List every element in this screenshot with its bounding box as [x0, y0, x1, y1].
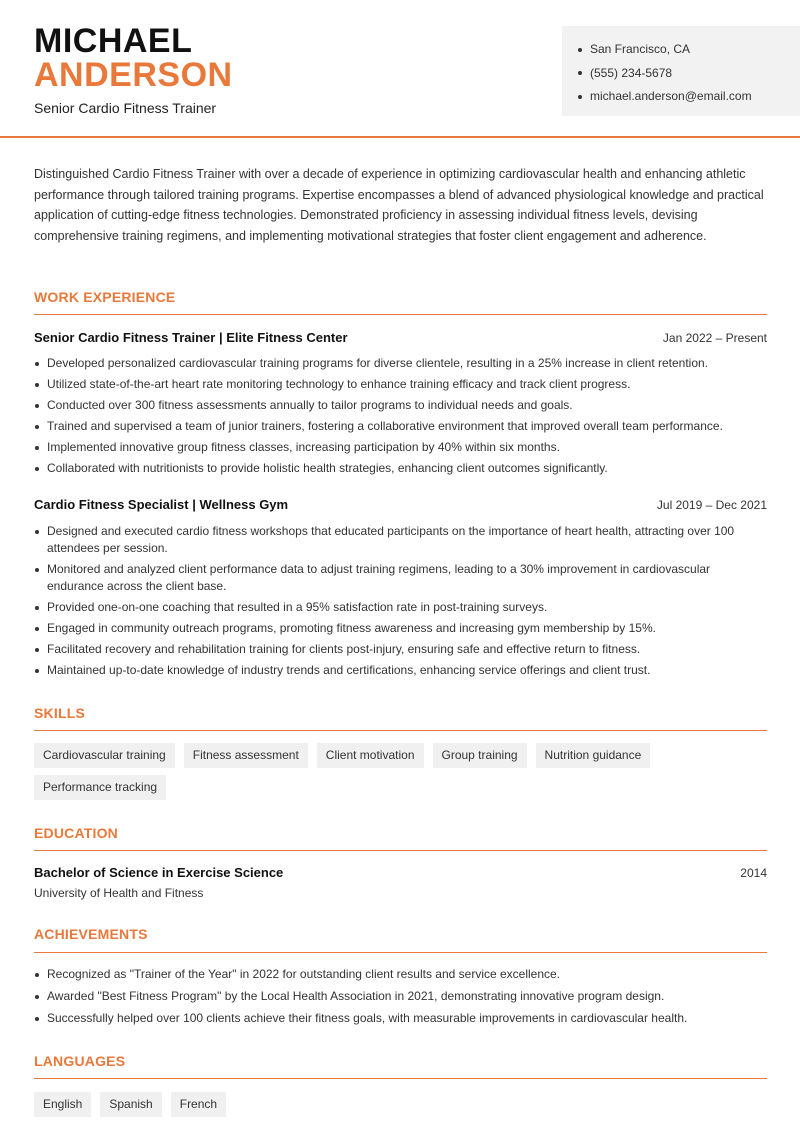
list-item: Maintained up-to-date knowledge of industry trends and certifications, enhancing service offerings and client trust. [34, 662, 767, 679]
list-item: Trained and supervised a team of junior trainers, fostering a collaborative environment that improved overall team performance. [34, 418, 767, 435]
job-bullets [34, 355, 767, 477]
list-item: Successfully helped over 100 clients achieve their fitness goals, with measurable improvements in cardiovascular health. [34, 1010, 767, 1027]
section-divider [34, 952, 767, 953]
contact-box [562, 26, 800, 116]
job-title: Senior Cardio Fitness Trainer [34, 100, 217, 116]
skill-chip: Client motivation [317, 743, 424, 768]
list-item: Recognized as "Trainer of the Year" in 2022 for outstanding client results and service excellence. [34, 966, 767, 983]
list-item: Conducted over 300 fitness assessments annually to tailor programs to individual needs and goals. [34, 397, 767, 414]
job-dates: Jan 2022 – Present [662, 331, 767, 345]
contact-location [578, 38, 800, 62]
list-item: Developed personalized cardiovascular training programs for diverse clientele, resulting in a 25% increase in client retention. [34, 355, 767, 372]
last-name: ANDERSON [34, 56, 233, 94]
list-item: Utilized state-of-the-art heart rate monitoring technology to enhance training efficacy and track client progress. [34, 376, 767, 393]
skill-chip: Fitness assessment [184, 743, 308, 768]
section-divider [34, 1078, 767, 1079]
list-item: Provided one-on-one coaching that resulted in a 95% satisfaction rate in post-training surveys. [34, 599, 767, 616]
section-divider [34, 314, 767, 315]
degree: Bachelor of Science in Exercise Science [34, 865, 284, 880]
job-header [34, 497, 767, 512]
location-text: San Francisco, CA [590, 42, 691, 56]
languages-list [34, 1092, 769, 1117]
language-chip: Spanish [100, 1092, 161, 1117]
job-bullets [34, 523, 767, 679]
bullet-icon [578, 95, 582, 99]
summary: Distinguished Cardio Fitness Trainer with over a decade of experience in optimizing cardiovascular health and enhancing athletic performance through tailored training programs. Expertise encompasses a blend of advanced physiological knowledge and practical application of cutting-edge fitness technologies. Demonstrated proficiency in assessing individual fitness levels, devising comprehensive training regimens, and implementing motivational strategies that foster client engagement and adherence. [34, 167, 764, 243]
skill-chip: Group training [433, 743, 527, 768]
skill-chip: Performance tracking [34, 775, 166, 800]
email-text[interactable]: michael.anderson@email.com [590, 89, 752, 103]
phone-text: (555) 234-5678 [590, 65, 673, 80]
list-item: Collaborated with nutritionists to provide holistic health strategies, enhancing client outcomes significantly. [34, 460, 767, 477]
list-item: Engaged in community outreach programs, promoting fitness awareness and increasing gym membership by 15%. [34, 620, 767, 637]
resume-header [0, 0, 800, 138]
school-name: University of Health and Fitness [34, 886, 204, 900]
language-chip: English [34, 1092, 91, 1117]
job-header [34, 330, 767, 345]
bullet-icon [578, 48, 582, 52]
job-role: Cardio Fitness Specialist | Wellness Gym [34, 497, 289, 512]
language-chip: French [171, 1092, 226, 1117]
list-item: Awarded "Best Fitness Program" by the Local Health Association in 2021, demonstrating innovative program design. [34, 988, 767, 1005]
section-divider [34, 850, 767, 851]
section-title-education: EDUCATION [34, 825, 118, 841]
bullet-icon [578, 71, 582, 75]
contact-phone [578, 62, 800, 86]
section-title-work: WORK EXPERIENCE [34, 289, 176, 305]
education-header [34, 865, 767, 880]
list-item: Facilitated recovery and rehabilitation training for clients post-injury, ensuring safe and effective return to fitness. [34, 641, 767, 658]
first-name: MICHAEL [34, 22, 193, 60]
section-title-skills: SKILLS [34, 705, 85, 721]
achievements-list [34, 966, 767, 1027]
skills-list [34, 743, 769, 800]
job-role: Senior Cardio Fitness Trainer | Elite Fitness Center [34, 330, 348, 345]
list-item: Designed and executed cardio fitness workshops that educated participants on the importance of heart health, attracting over 100 attendees per session. [34, 523, 767, 557]
skill-chip: Cardiovascular training [34, 743, 175, 768]
section-title-achievements: ACHIEVEMENTS [34, 926, 148, 942]
list-item: Monitored and analyzed client performance data to adjust training regimens, leading to a 30% improvement in cardiovascular endurance across the client base. [34, 561, 767, 595]
graduation-year: 2014 [740, 866, 767, 880]
job-dates: Jul 2019 – Dec 2021 [656, 498, 767, 512]
section-divider [34, 730, 767, 731]
contact-email[interactable] [578, 85, 800, 109]
list-item: Implemented innovative group fitness classes, increasing participation by 40% within six months. [34, 439, 767, 456]
section-title-languages: LANGUAGES [34, 1053, 126, 1069]
skill-chip: Nutrition guidance [536, 743, 651, 768]
